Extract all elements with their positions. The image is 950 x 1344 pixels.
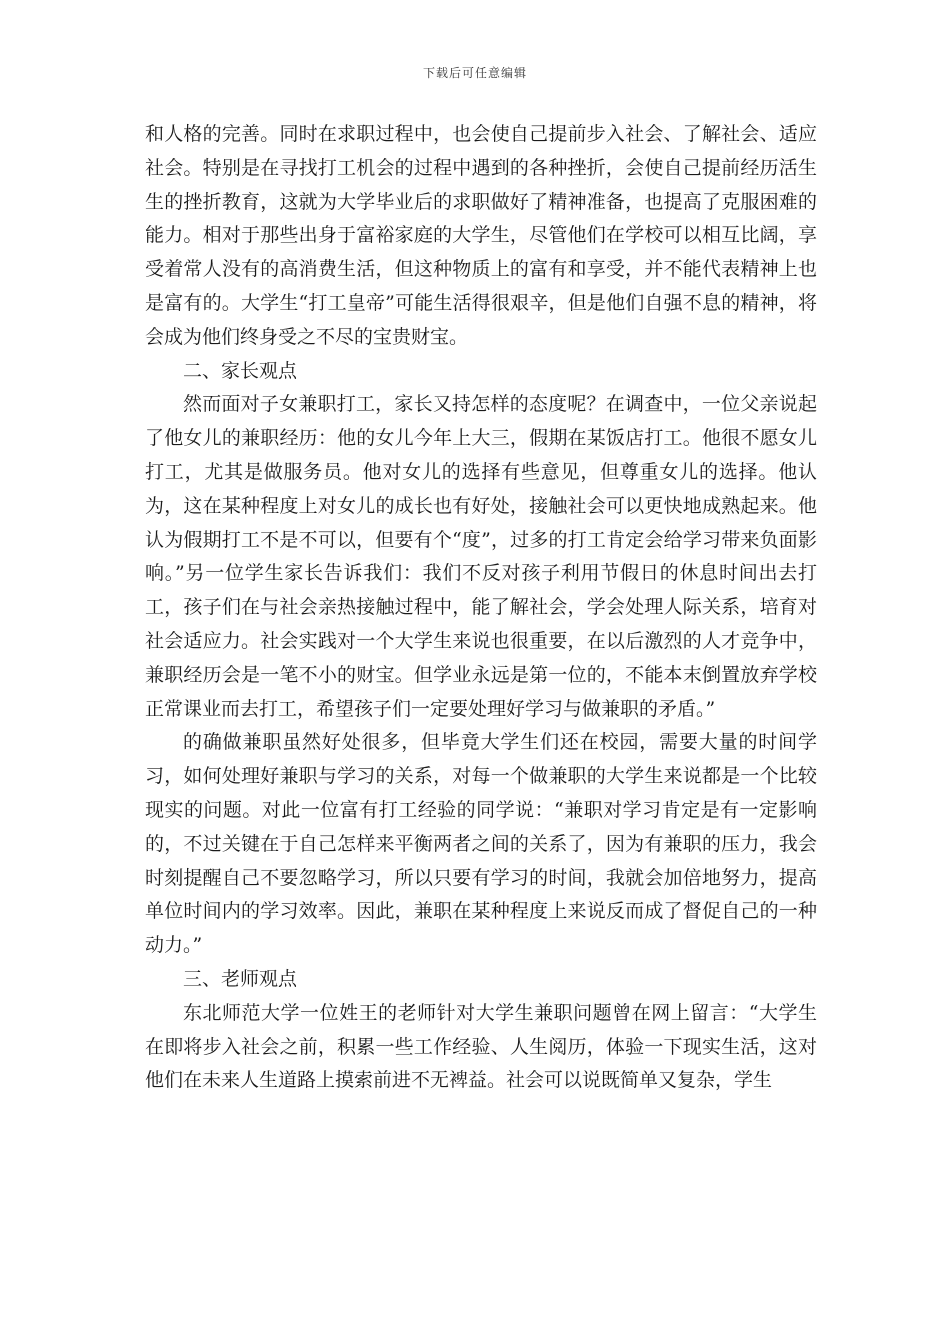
paragraph-teachers-view: 东北师范大学一位姓王的老师针对大学生兼职问题曾在网上留言：“大学生在即将步入社会之前，积累一些工作经验、人生阅历，体验一下现实生活，这对他们在未来人生道路上摸索前进不无裨益。社会可以说既简单又复杂，学生 — [145, 1001, 817, 1092]
section-heading-teachers: 三、老师观点 — [183, 967, 298, 990]
document-body — [145, 118, 817, 1098]
paragraph-study-balance: 的确做兼职虽然好处很多，但毕竟大学生们还在校园，需要大量的时间学习，如何处理好兼职与学习的关系，对每一个做兼职的大学生来说都是一个比较现实的问题。对此一位富有打工经验的同学说：“兼职对学习肯定是有一定影响的，不过关键在于自己怎样来平衡两者之间的关系了，因为有兼职的压力，我会时刻提醒自己不要忽略学习，所以只要有学习的时间，我就会加倍地努力，提高单位时间内的学习效率。因此，兼职在某种程度上来说反而成了督促自己的一种动力。” — [145, 731, 817, 957]
paragraph-parents-view: 然而面对子女兼职打工，家长又持怎样的态度呢？在调查中，一位父亲说起了他女儿的兼职经历：他的女儿今年上大三，假期在某饭店打工。他很不愿女儿打工，尤其是做服务员。他对女儿的选择有些意见，但尊重女儿的选择。他认为，这在某种程度上对女儿的成长也有好处，接触社会可以更快地成熟起来。他认为假期打工不是不可以，但要有个“度”，过多的打工肯定会给学习带来负面影响。”另一位学生家长告诉我们：我们不反对孩子利用节假日的休息时间出去打工，孩子们在与社会亲热接触过程中，能了解社会，学会处理人际关系，培育对社会适应力。社会实践对一个大学生来说也很重要，在以后激烈的人才竞争中，兼职经历会是一笔不小的财宝。但学业永远是第一位的，不能本末倒置放弃学校正常课业而去打工，希望孩子们一定要处理好学习与做兼职的矛盾。” — [145, 393, 817, 720]
paragraph-continuation: 和人格的完善。同时在求职过程中，也会使自己提前步入社会、了解社会、适应社会。特别是在寻找打工机会的过程中遇到的各种挫折，会使自己提前经历活生生的挫折教育，这就为大学毕业后的求职做好了精神准备，也提高了克服困难的能力。相对于那些出身于富裕家庭的大学生，尽管他们在学校可以相互比阔，享受着常人没有的高消费生活，但这种物质上的富有和享受，并不能代表精神上也是富有的。大学生“打工皇帝”可能生活得很艰辛，但是他们自强不息的精神，将会成为他们终身受之不尽的宝贵财宝。 — [145, 123, 817, 348]
page-header: 下载后可任意编辑 — [422, 66, 527, 80]
section-heading-parents: 二、家长观点 — [183, 359, 298, 382]
